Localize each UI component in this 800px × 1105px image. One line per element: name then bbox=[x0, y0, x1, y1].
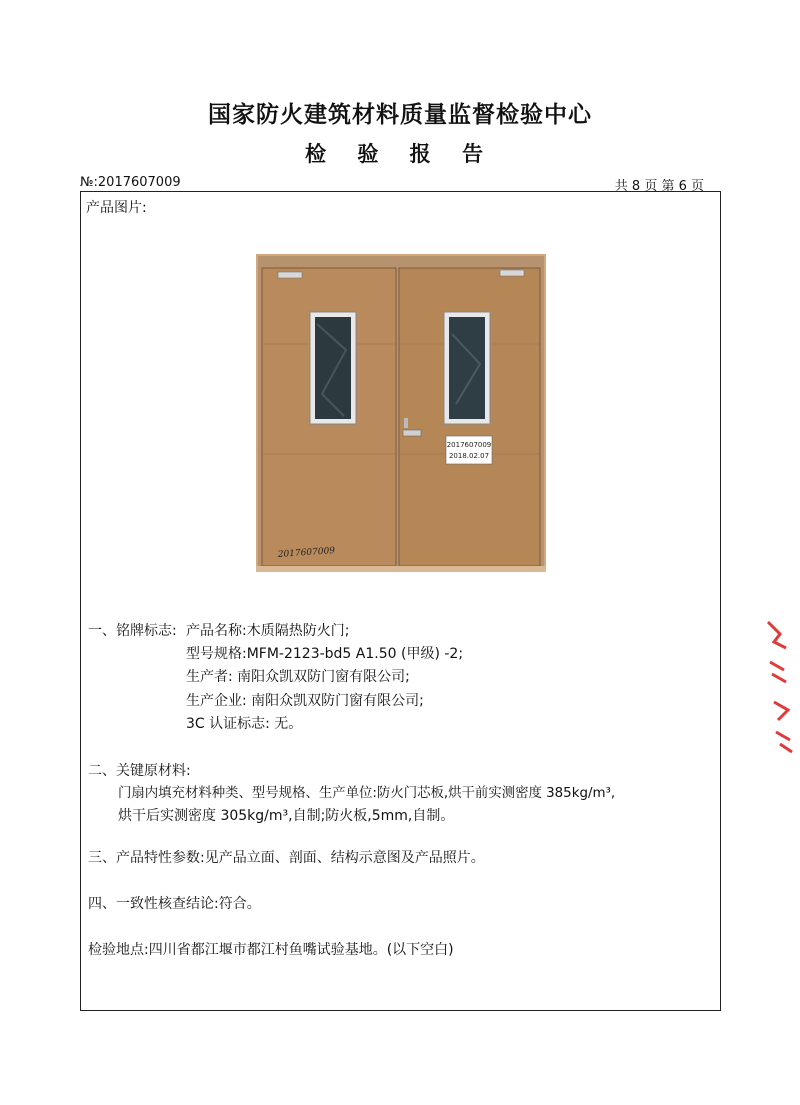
section-3: 三、产品特性参数:见产品立面、剖面、结构示意图及产品照片。 bbox=[88, 850, 485, 866]
report-number: №:2017607009 bbox=[80, 175, 181, 190]
handwritten-sample-number: 2017607009 bbox=[277, 546, 336, 560]
left-closer-icon bbox=[278, 272, 302, 278]
tag-date: 2018.02.07 bbox=[448, 452, 490, 460]
inspection-place: 检验地点:四川省都江堰市都江村鱼嘴试验基地。(以下空白) bbox=[88, 942, 454, 958]
3c-mark: 3C 认证标志: 无。 bbox=[186, 716, 303, 732]
right-closer-icon bbox=[500, 270, 524, 276]
seal-fragment bbox=[760, 612, 800, 762]
photo-caption: 产品图片: bbox=[86, 200, 147, 216]
section-1-label: 一、铭牌标志: bbox=[88, 623, 177, 639]
manufacturer: 生产企业: 南阳众凯双防门窗有限公司; bbox=[186, 693, 424, 709]
section-4: 四、一致性核查结论:符合。 bbox=[88, 896, 261, 912]
tag-number: 2017607009 bbox=[446, 441, 492, 449]
product-photo bbox=[256, 254, 546, 572]
materials-line-2: 烘干后实测密度 305kg/m³,自制;防火板,5mm,自制。 bbox=[118, 808, 455, 824]
org-title: 国家防火建筑材料质量监督检验中心 bbox=[208, 102, 592, 128]
product-name: 产品名称:木质隔热防火门; bbox=[186, 623, 350, 639]
producer: 生产者: 南阳众凯双防门窗有限公司; bbox=[186, 669, 410, 685]
materials-line-1: 门扇内填充材料种类、型号规格、生产单位:防火门芯板,烘干前实测密度 385kg/m³, bbox=[118, 786, 616, 801]
model-spec: 型号规格:MFM-2123-bd5 A1.50 (甲级) -2; bbox=[186, 646, 464, 662]
report-title: 检 验 报 告 bbox=[305, 142, 495, 166]
section-2-label: 二、关键原材料: bbox=[88, 763, 191, 779]
page-count: 共 8 页 第 6 页 bbox=[614, 179, 704, 194]
door-handle-icon bbox=[403, 430, 421, 436]
